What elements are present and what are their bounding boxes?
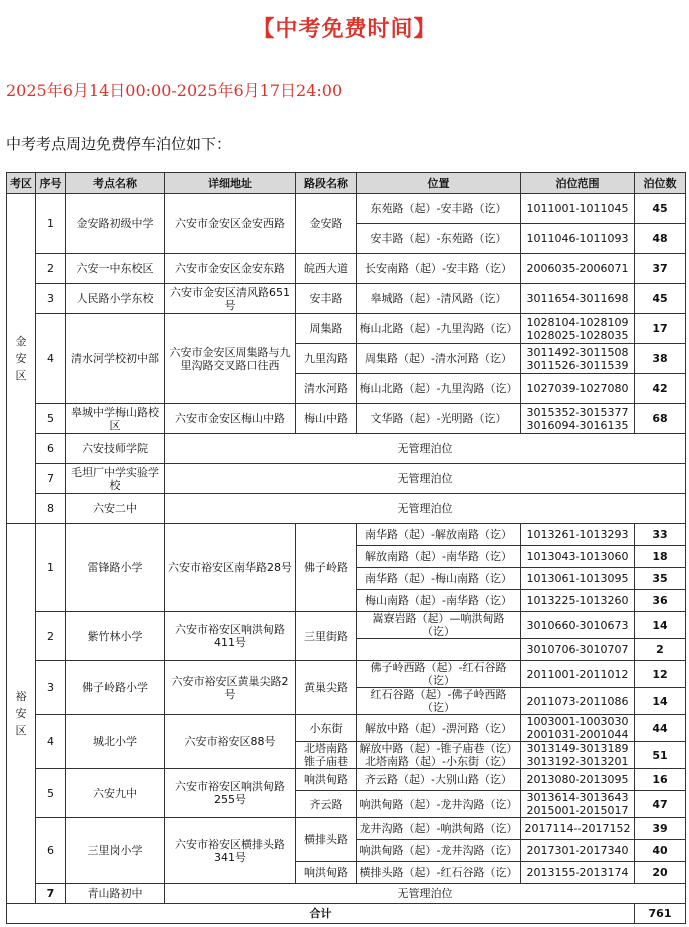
column-header: 泊位数 bbox=[635, 173, 686, 194]
school-name: 雷锋路小学 bbox=[66, 524, 165, 612]
row-number: 1 bbox=[36, 524, 66, 612]
parking-range: 1011046-1011093 bbox=[521, 224, 635, 254]
school-name: 六安二中 bbox=[66, 494, 165, 524]
parking-count: 39 bbox=[635, 818, 686, 840]
school-name: 六安九中 bbox=[66, 769, 165, 818]
district-cell: 裕 安 区 bbox=[7, 524, 36, 904]
parking-range: 2013155-2013174 bbox=[521, 862, 635, 884]
position: 龙井沟路（起）-响洪甸路（讫） bbox=[357, 818, 521, 840]
road-name: 安丰路 bbox=[296, 284, 357, 314]
road-name: 齐云路 bbox=[296, 791, 357, 818]
parking-range: 3010660-3010673 bbox=[521, 612, 635, 639]
parking-range: 1028104-1028109 1028025-1028035 bbox=[521, 314, 635, 344]
position: 周集路（起）-清水河路（讫） bbox=[357, 344, 521, 374]
table-row bbox=[7, 818, 686, 840]
position: 佛子岭西路（起）-红石谷路（讫） bbox=[357, 661, 521, 688]
road-name: 皖西大道 bbox=[296, 254, 357, 284]
column-header: 位置 bbox=[357, 173, 521, 194]
parking-count: 14 bbox=[635, 612, 686, 639]
position: 响洪甸路（起）-龙井沟路（讫） bbox=[357, 840, 521, 862]
school-name: 青山路初中 bbox=[66, 884, 165, 904]
school-address: 六安市裕安区南华路28号 bbox=[165, 524, 296, 612]
school-address: 六安市金安区金安西路 bbox=[165, 194, 296, 254]
position: 梅山南路（起）-南华路（讫） bbox=[357, 590, 521, 612]
school-name: 人民路小学东校 bbox=[66, 284, 165, 314]
road-name: 佛子岭路 bbox=[296, 524, 357, 612]
parking-range: 3011492-3011508 3011526-3011539 bbox=[521, 344, 635, 374]
column-header: 考点名称 bbox=[66, 173, 165, 194]
row-number: 7 bbox=[36, 464, 66, 494]
school-name: 城北小学 bbox=[66, 715, 165, 769]
parking-range: 3015352-3015377 3016094-3016135 bbox=[521, 404, 635, 434]
parking-range: 1003001-1003030 2001031-2001044 bbox=[521, 715, 635, 742]
table-row bbox=[7, 524, 686, 546]
parking-range: 2017114--2017152 bbox=[521, 818, 635, 840]
table-row bbox=[7, 284, 686, 314]
position: 齐云路（起）-大别山路（讫） bbox=[357, 769, 521, 791]
parking-range: 1011001-1011045 bbox=[521, 194, 635, 224]
school-address: 六安市金安区周集路与九里沟路交叉路口往西 bbox=[165, 314, 296, 404]
parking-count: 51 bbox=[635, 742, 686, 769]
parking-count: 16 bbox=[635, 769, 686, 791]
parking-count: 33 bbox=[635, 524, 686, 546]
school-address: 六安市金安区清风路651号 bbox=[165, 284, 296, 314]
row-number: 2 bbox=[36, 612, 66, 661]
table-row bbox=[7, 884, 686, 904]
parking-range: 3013614-3013643 2015001-2015017 bbox=[521, 791, 635, 818]
parking-range: 1027039-1027080 bbox=[521, 374, 635, 404]
column-header: 泊位范围 bbox=[521, 173, 635, 194]
position: 解放中路（起）-锥子庙巷（讫） 北塔南路（起）-小东街（讫） bbox=[357, 742, 521, 769]
school-address: 六安市金安区金安东路 bbox=[165, 254, 296, 284]
position bbox=[357, 639, 521, 661]
column-header: 考区 bbox=[7, 173, 36, 194]
table-row bbox=[7, 404, 686, 434]
row-number: 7 bbox=[36, 884, 66, 904]
parking-count: 35 bbox=[635, 568, 686, 590]
parking-count: 36 bbox=[635, 590, 686, 612]
row-number: 5 bbox=[36, 769, 66, 818]
school-name: 佛子岭路小学 bbox=[66, 661, 165, 715]
position: 响洪甸路（起）-龙井沟路（讫） bbox=[357, 791, 521, 818]
school-address: 六安市裕安区横排头路341号 bbox=[165, 818, 296, 884]
row-number: 1 bbox=[36, 194, 66, 254]
school-name: 毛坦厂中学实验学校 bbox=[66, 464, 165, 494]
parking-count: 45 bbox=[635, 194, 686, 224]
school-name: 三里岗小学 bbox=[66, 818, 165, 884]
column-header: 路段名称 bbox=[296, 173, 357, 194]
parking-count: 45 bbox=[635, 284, 686, 314]
school-name: 清水河学校初中部 bbox=[66, 314, 165, 404]
road-name: 响洪甸路 bbox=[296, 769, 357, 791]
school-name: 六安一中东校区 bbox=[66, 254, 165, 284]
school-address: 六安市金安区梅山中路 bbox=[165, 404, 296, 434]
parking-range: 2011073-2011086 bbox=[521, 688, 635, 715]
row-number: 3 bbox=[36, 284, 66, 314]
table-row bbox=[7, 464, 686, 494]
table-row bbox=[7, 254, 686, 284]
parking-count: 42 bbox=[635, 374, 686, 404]
road-name: 北塔南路 锥子庙巷 bbox=[296, 742, 357, 769]
position: 南华路（起）-梅山南路（讫） bbox=[357, 568, 521, 590]
parking-count: 20 bbox=[635, 862, 686, 884]
parking-count: 12 bbox=[635, 661, 686, 688]
road-name: 黄巢尖路 bbox=[296, 661, 357, 715]
position: 解放中路（起）-淠河路（讫） bbox=[357, 715, 521, 742]
no-parking-note: 无管理泊位 bbox=[165, 434, 686, 464]
parking-count: 18 bbox=[635, 546, 686, 568]
road-name: 梅山中路 bbox=[296, 404, 357, 434]
row-number: 4 bbox=[36, 314, 66, 404]
table-row bbox=[7, 661, 686, 688]
row-number: 4 bbox=[36, 715, 66, 769]
row-number: 6 bbox=[36, 434, 66, 464]
position: 皋城路（起）-清风路（讫） bbox=[357, 284, 521, 314]
parking-range: 3011654-3011698 bbox=[521, 284, 635, 314]
parking-range: 1013061-1013095 bbox=[521, 568, 635, 590]
position: 南华路（起）-解放南路（讫） bbox=[357, 524, 521, 546]
parking-count: 44 bbox=[635, 715, 686, 742]
parking-range: 1013261-1013293 bbox=[521, 524, 635, 546]
road-name: 横排头路 bbox=[296, 818, 357, 862]
table-row bbox=[7, 494, 686, 524]
total-value: 761 bbox=[635, 904, 686, 924]
parking-count: 37 bbox=[635, 254, 686, 284]
position: 安丰路（起）-东苑路（讫） bbox=[357, 224, 521, 254]
road-name: 三里街路 bbox=[296, 612, 357, 661]
total-label: 合计 bbox=[7, 904, 635, 924]
school-address: 六安市裕安区88号 bbox=[165, 715, 296, 769]
school-name: 皋城中学梅山路校区 bbox=[66, 404, 165, 434]
parking-range: 2011001-2011012 bbox=[521, 661, 635, 688]
school-address: 六安市裕安区黄巢尖路2号 bbox=[165, 661, 296, 715]
parking-range: 2006035-2006071 bbox=[521, 254, 635, 284]
parking-count: 40 bbox=[635, 840, 686, 862]
row-number: 3 bbox=[36, 661, 66, 715]
row-number: 6 bbox=[36, 818, 66, 884]
position: 解放南路（起）-南华路（讫） bbox=[357, 546, 521, 568]
no-parking-note: 无管理泊位 bbox=[165, 464, 686, 494]
table-row bbox=[7, 434, 686, 464]
road-name: 小东街 bbox=[296, 715, 357, 742]
parking-range: 2013080-2013095 bbox=[521, 769, 635, 791]
position: 长安南路（起）-安丰路（讫） bbox=[357, 254, 521, 284]
road-name: 金安路 bbox=[296, 194, 357, 254]
parking-range: 1013225-1013260 bbox=[521, 590, 635, 612]
parking-range: 1013043-1013060 bbox=[521, 546, 635, 568]
table-header-row bbox=[7, 173, 686, 194]
row-number: 8 bbox=[36, 494, 66, 524]
position: 横排头路（起）-红石谷路（讫） bbox=[357, 862, 521, 884]
intro-text: 中考考点周边免费停车泊位如下： bbox=[6, 135, 232, 153]
road-name: 周集路 bbox=[296, 314, 357, 344]
table-row bbox=[7, 612, 686, 639]
column-header: 详细地址 bbox=[165, 173, 296, 194]
table-row bbox=[7, 769, 686, 791]
parking-count: 68 bbox=[635, 404, 686, 434]
row-number: 5 bbox=[36, 404, 66, 434]
parking-count: 2 bbox=[635, 639, 686, 661]
road-name: 清水河路 bbox=[296, 374, 357, 404]
parking-range: 3013149-3013189 3013192-3013201 bbox=[521, 742, 635, 769]
parking-range: 3010706-3010707 bbox=[521, 639, 635, 661]
total-row bbox=[7, 904, 686, 924]
road-name: 九里沟路 bbox=[296, 344, 357, 374]
parking-range: 2017301-2017340 bbox=[521, 840, 635, 862]
table-row bbox=[7, 314, 686, 344]
position: 东苑路（起）-安丰路（讫） bbox=[357, 194, 521, 224]
school-name: 紫竹林小学 bbox=[66, 612, 165, 661]
table-row bbox=[7, 194, 686, 224]
road-name: 响洪甸路 bbox=[296, 862, 357, 884]
school-name: 金安路初级中学 bbox=[66, 194, 165, 254]
parking-table bbox=[6, 172, 686, 924]
position: 文华路（起）-光明路（讫） bbox=[357, 404, 521, 434]
no-parking-note: 无管理泊位 bbox=[165, 884, 686, 904]
school-name: 六安技师学院 bbox=[66, 434, 165, 464]
position: 红石谷路（起）-佛子岭西路（讫） bbox=[357, 688, 521, 715]
position: 梅山北路（起）-九里沟路（讫） bbox=[357, 374, 521, 404]
column-header: 序号 bbox=[36, 173, 66, 194]
school-address: 六安市裕安区响洪甸路255号 bbox=[165, 769, 296, 818]
no-parking-note: 无管理泊位 bbox=[165, 494, 686, 524]
free-time-range: 2025年6月14日00:00-2025年6月17日24:00 bbox=[6, 81, 343, 100]
school-address: 六安市裕安区响洪甸路411号 bbox=[165, 612, 296, 661]
row-number: 2 bbox=[36, 254, 66, 284]
parking-count: 17 bbox=[635, 314, 686, 344]
position: 嵩寮岩路（起）—响洪甸路（讫） bbox=[357, 612, 521, 639]
position: 梅山北路（起）-九里沟路（讫） bbox=[357, 314, 521, 344]
parking-count: 47 bbox=[635, 791, 686, 818]
parking-count: 48 bbox=[635, 224, 686, 254]
page-title: 【中考免费时间】 bbox=[252, 16, 437, 42]
parking-count: 38 bbox=[635, 344, 686, 374]
parking-count: 14 bbox=[635, 688, 686, 715]
district-cell: 金 安 区 bbox=[7, 194, 36, 524]
table-row bbox=[7, 715, 686, 742]
